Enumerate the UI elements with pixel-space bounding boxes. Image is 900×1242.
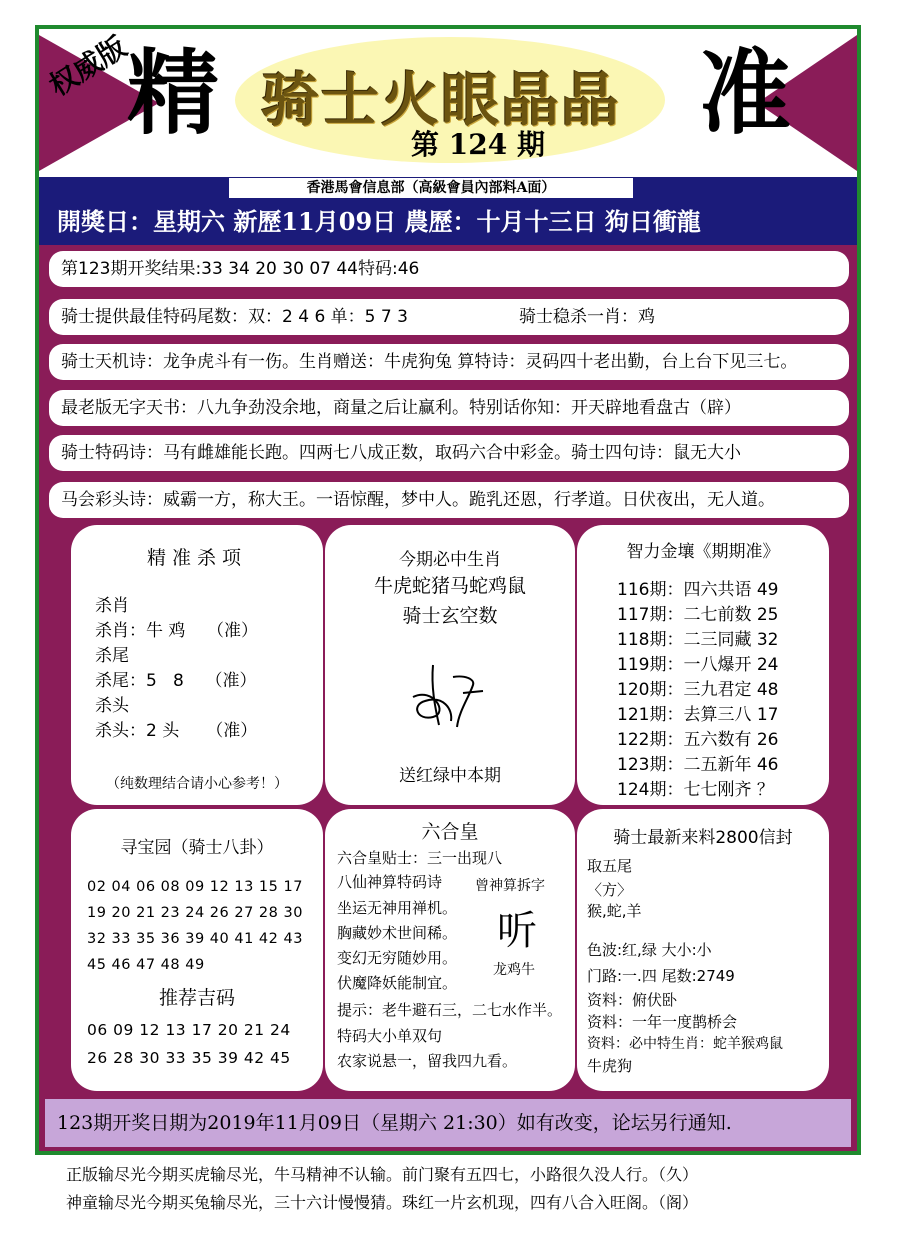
wisdom-title: 智力金壤《期期准》 [626, 542, 780, 562]
kill-line: 杀尾 [95, 646, 129, 666]
recommended-numbers: 06 09 12 13 17 20 21 24 [87, 1021, 291, 1039]
split-char-zodiac: 龙鸡牛 [493, 962, 535, 978]
kill-line: 杀头：2 头 （准） [95, 721, 258, 741]
draw-date-bar: 開獎日：星期六 新歷11月09日 農歷：十月十三日 狗日衝龍 [39, 199, 857, 245]
wisdom-row: 119期：一八爆开 24 [617, 655, 779, 675]
knight-mystic-label: 骑士玄空数 [402, 605, 498, 627]
latest-line: 门路:一.四 尾数:2749 [587, 967, 735, 985]
kill-note: （纯数理结合请小心参考！） [106, 776, 288, 792]
kill-line: 杀肖 [95, 596, 129, 616]
latest-line: 资料：俯伏卧 [587, 991, 678, 1009]
liuhe-line: 变幻无穷随妙用。 [337, 949, 458, 967]
info-label: 香港馬會信息部（高級會員內部料A面） [229, 178, 633, 198]
recommended-title: 推荐吉码 [158, 987, 235, 1009]
issue-number: 第 124 期 [411, 128, 545, 161]
brand-title: 骑士火眼晶晶 [261, 66, 622, 134]
latest-line: 〈方〉 [587, 881, 633, 899]
must-zodiac-footer: 送红绿中本期 [399, 766, 501, 786]
tail-numbers: 骑士提供最佳特码尾数：双：2 4 6 单：5 7 3 [61, 307, 408, 327]
authority-label: 权威版 [43, 30, 133, 103]
latest-line: 色波:红,绿 大小:小 [587, 941, 712, 959]
must-zodiac-box [325, 525, 575, 805]
kill-items-box [71, 525, 323, 805]
bottom-poem-line: 正版输尽光今期买虎输尽光，牛马精神不认输。前门聚有五四七，小路很久没人行。（久） [66, 1165, 699, 1184]
treasure-numbers: 02 04 06 08 09 12 13 15 17 [87, 879, 303, 895]
split-char-title: 曾神算拆字 [475, 878, 545, 894]
result-row: 第123期开奖结果:33 34 20 30 07 44特码:46 [49, 251, 849, 287]
treasure-title: 寻宝园（骑士八卦） [120, 838, 274, 858]
split-char: 听 [497, 908, 537, 954]
liuhe-line: 胸藏妙术世间稀。 [337, 924, 458, 942]
big-char-right: 准 [699, 39, 792, 147]
wisdom-row: 118期：二三同藏 32 [617, 630, 779, 650]
liuhe-line: 八仙神算特码诗 [337, 873, 443, 891]
wisdom-row: 121期：去算三八 17 [617, 705, 779, 725]
wisdom-box [577, 525, 829, 805]
latest-line: 牛虎狗 [587, 1057, 633, 1075]
wisdom-row: 123期：二五新年 46 [617, 755, 779, 775]
big-char-left: 精 [127, 39, 220, 147]
kill-one-zodiac: 骑士稳杀一肖：鸡 [519, 307, 655, 327]
info-bar [39, 177, 857, 199]
liuhe-title: 六合皇 [421, 821, 479, 843]
liuhe-line: 六合皇贴士：三一出现八 [337, 849, 503, 867]
kill-line: 杀尾：5 8 （准） [95, 671, 257, 691]
must-zodiac-title: 今期必中生肖 [399, 550, 501, 570]
liuhe-line: 特码大小单双句 [337, 1027, 443, 1045]
bottom-poem-line: 神童输尽光今期买兔输尽光，三十六计慢慢猜。珠红一片玄机现，四有八合入旺阁。（阁） [66, 1193, 699, 1212]
signature-icon [403, 657, 503, 737]
treasure-numbers: 32 33 35 36 39 40 41 42 43 [87, 931, 303, 947]
liuhe-line: 伏魔降妖能制宜。 [337, 974, 458, 992]
liuhe-line: 坐运无神用禅机。 [337, 899, 458, 917]
latest-line: 资料：一年一度鹊桥会 [587, 1013, 738, 1031]
wisdom-row: 124期：七七刚齐 ？ [617, 780, 774, 800]
draw-notice-bar: 123期开奖日期为2019年11月09日（星期六 21:30）如有改变，论坛另行通知. [45, 1099, 851, 1147]
latest-line: 取五尾 [587, 857, 633, 875]
liuhe-line: 农家说悬一，留我四九看。 [337, 1052, 518, 1070]
treasure-numbers: 19 20 21 23 24 26 27 28 30 [87, 905, 303, 921]
wisdom-row: 116期：四六共语 49 [617, 580, 779, 600]
poem-row-1: 骑士天机诗：龙争虎斗有一伤。生肖赠送：牛虎狗兔 算特诗：灵码四十老出勤，台上台下见三七。 [49, 344, 849, 380]
wisdom-row: 122期：五六数有 26 [617, 730, 779, 750]
wisdom-row: 117期：二七前数 25 [617, 605, 779, 625]
recommended-numbers: 26 28 30 33 35 39 42 45 [87, 1049, 291, 1067]
poem-row-2: 最老版无字天书：八九争劲没余地，商量之后让赢利。特别话你知：开天辟地看盘古（辟） [49, 390, 849, 426]
liuhe-box [325, 809, 575, 1091]
kill-line: 杀头 [95, 696, 129, 716]
tail-row [49, 299, 849, 335]
must-zodiac-list: 牛虎蛇猪马蛇鸡鼠 [373, 575, 526, 597]
treasure-box [71, 809, 323, 1091]
liuhe-line: 提示：老牛避石三，二七水作半。 [337, 1001, 563, 1019]
latest-line: 资料：必中特生肖：蛇羊猴鸡鼠 [587, 1036, 783, 1052]
wisdom-row: 120期：三九君定 48 [617, 680, 779, 700]
kill-line: 杀肖：牛 鸡 （准） [95, 621, 259, 641]
latest-title: 骑士最新来料2800信封 [613, 828, 793, 848]
poster-header [39, 29, 857, 177]
latest-box [577, 809, 829, 1091]
poem-row-4: 马会彩头诗：威霸一方，称大王。一语惊醒，梦中人。跪乳还恩，行孝道。日伏夜出，无人道。 [49, 482, 849, 518]
poem-row-3: 骑士特码诗：马有雌雄能长跑。四两七八成正数，取码六合中彩金。骑士四句诗：鼠无大小 [49, 435, 849, 471]
treasure-numbers: 45 46 47 48 49 [87, 957, 205, 973]
latest-line: 猴,蛇,羊 [587, 902, 642, 920]
poster-frame [35, 25, 861, 1155]
kill-items-title: 精准杀项 [146, 547, 247, 569]
